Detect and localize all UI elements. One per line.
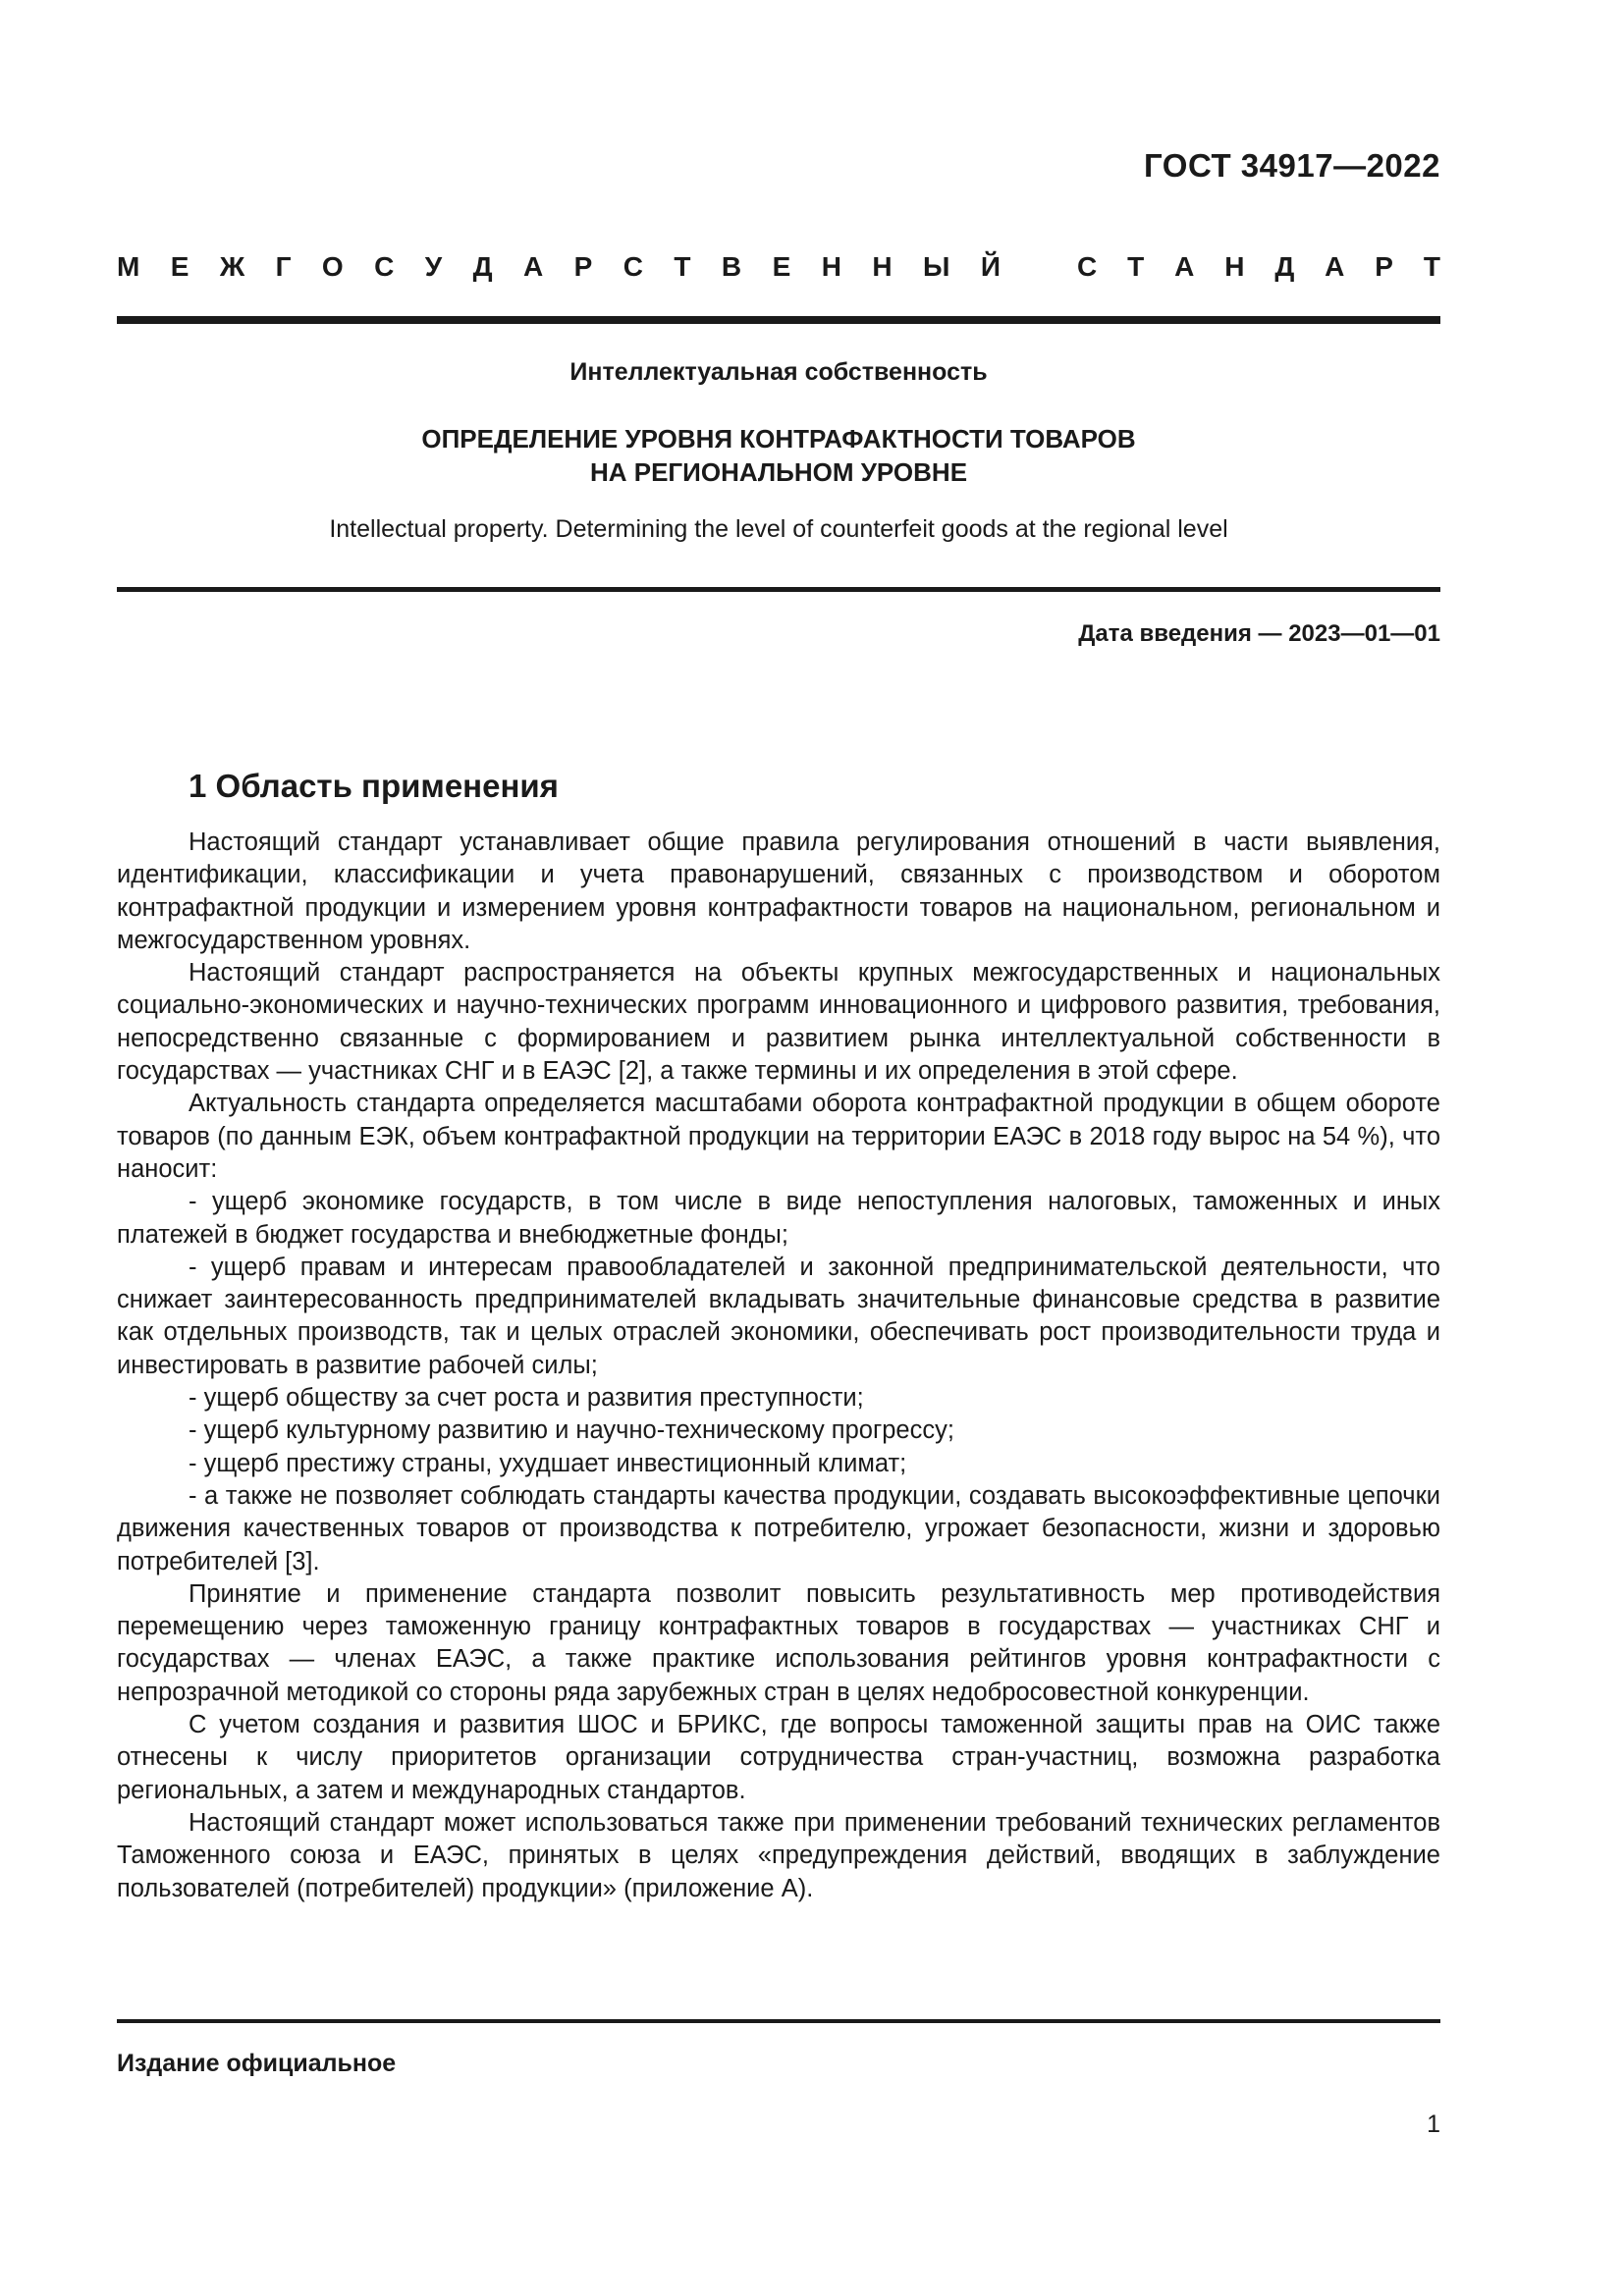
document-title (117, 422, 1440, 489)
footer-rule (117, 2019, 1440, 2023)
paragraph: Настоящий стандарт распространяется на объекты крупных межгосударственных и национальных социально-экономических и научно-технических программ инновационного и цифрового развития, требования, непосредственно связанные с формированием и развитием рынка интеллектуальной собственности в государствах — участниках СНГ и в ЕАЭС [2], а также термины и их определения в этой сфере. (117, 959, 1440, 1086)
list-item: - а также не позволяет соблюдать стандарты качества продукции, создавать высокоэффективные цепочки движения качественных товаров от производства к потребителю, угрожает безопасности, жизни и здоровью потребителей [3]. (117, 1481, 1440, 1575)
section-body (117, 827, 1440, 1905)
spaced-letter: Г (275, 251, 292, 282)
paragraph: Настоящий стандарт устанавливает общие правила регулирования отношений в части выявления, идентификации, классификации и учета правонарушений, связанных с производством и оборотом контрафактной продукции и измерением уровня контрафактности товаров на национальном, региональном и межгосударственном уровнях. (117, 828, 1440, 954)
section-heading: 1 Область применения (189, 768, 559, 804)
spaced-letter: Д (1274, 251, 1295, 282)
header-rule (117, 316, 1440, 324)
spaced-letter: Е (772, 251, 791, 282)
list-item: - ущерб экономике государств, в том числе в виде непоступления налоговых, таможенных и иных платежей в бюджет государства и внебюджетные фонды; (117, 1188, 1440, 1249)
spaced-letter: Т (1423, 251, 1440, 282)
spaced-letter: Н (1224, 251, 1245, 282)
spaced-letter: Н (872, 251, 893, 282)
title-rule (117, 587, 1440, 592)
subject-line: Интеллектуальная собственность (569, 358, 988, 386)
page-number: 1 (1427, 2110, 1440, 2138)
title-line-1: ОПРЕДЕЛЕНИЕ УРОВНЯ КОНТРАФАКТНОСТИ ТОВАРОВ (421, 424, 1136, 454)
title-line-2: НА РЕГИОНАЛЬНОМ УРОВНЕ (589, 457, 968, 487)
standard-type-word2 (1077, 251, 1440, 283)
spaced-letter: С (623, 251, 643, 282)
standard-type (117, 251, 1440, 283)
spaced-letter: Т (674, 251, 691, 282)
paragraph: Актуальность стандарта определяется масштабами оборота контрафактной продукции в общем обороте товаров (по данным ЕЭК, объем контрафактной продукции на территории ЕАЭС в 2018 году вырос на 54 %), что наносит: (117, 1090, 1440, 1183)
list-item: - ущерб правам и интересам правообладателей и законной предпринимательской деятельности, что снижает заинтересованность предпринимателей вкладывать значительные финансовые средства в развитие как отдельных производств, так и целых отраслей экономики, обеспечивать рост производительности труда и инвестировать в развитие рабочей силы; (117, 1253, 1440, 1379)
spaced-letter: Р (573, 251, 593, 282)
spaced-letter: Д (472, 251, 493, 282)
spaced-letter: Ы (923, 251, 950, 282)
english-title: Intellectual property. Determining the level of counterfeit goods at the regional level (329, 515, 1228, 543)
document-code: ГОСТ 34917—2022 (1144, 147, 1440, 184)
spaced-letter: А (1174, 251, 1195, 282)
spaced-letter: Р (1375, 251, 1393, 282)
spaced-letter: М (117, 251, 140, 282)
paragraph: С учетом создания и развития ШОС и БРИКС, где вопросы таможенной защиты прав на ОИС также отнесены к числу приоритетов организации сотрудничества стран-участниц, возможна разработка региональных, а затем и международных стандартов. (117, 1711, 1440, 1804)
spaced-letter: Е (170, 251, 189, 282)
list-item: - ущерб обществу за счет роста и развития преступности; (189, 1384, 864, 1413)
list-item: - ущерб культурному развитию и научно-техническому прогрессу; (189, 1416, 954, 1445)
paragraph: Настоящий стандарт может использоваться также при применении требований технических регламентов Таможенного союза и ЕАЭС, принятых в целях «предупреждения действий, вводящих в заблуждение пользователей (потребителей) продукции» (приложение А). (117, 1808, 1440, 1902)
standard-type-word1 (117, 251, 1001, 283)
spaced-letter: О (321, 251, 344, 282)
list-item: - ущерб престижу страны, ухудшает инвестиционный климат; (189, 1449, 907, 1477)
spaced-letter: А (1325, 251, 1345, 282)
spaced-letter: Ж (219, 251, 245, 282)
spaced-letter: Й (980, 251, 1001, 282)
introduction-date: Дата введения — 2023—01—01 (1078, 620, 1440, 647)
spaced-letter: Н (821, 251, 841, 282)
spaced-letter: В (721, 251, 742, 282)
spaced-letter: А (522, 251, 544, 282)
edition-label: Издание официальное (117, 2050, 397, 2077)
spaced-letter: С (374, 251, 395, 282)
spaced-letter: Т (1127, 251, 1145, 282)
spaced-letter: С (1077, 251, 1098, 282)
paragraph: Принятие и применение стандарта позволит повысить результативность мер противодействия перемещению через таможенную границу контрафактных товаров в государствах — участниках СНГ и государствах — членах ЕАЭС, а также практике использования рейтингов уровня контрафактности с непрозрачной методикой со стороны ряда зарубежных стран в целях недобросовестной конкуренции. (117, 1579, 1440, 1706)
spaced-letter: У (424, 251, 443, 282)
